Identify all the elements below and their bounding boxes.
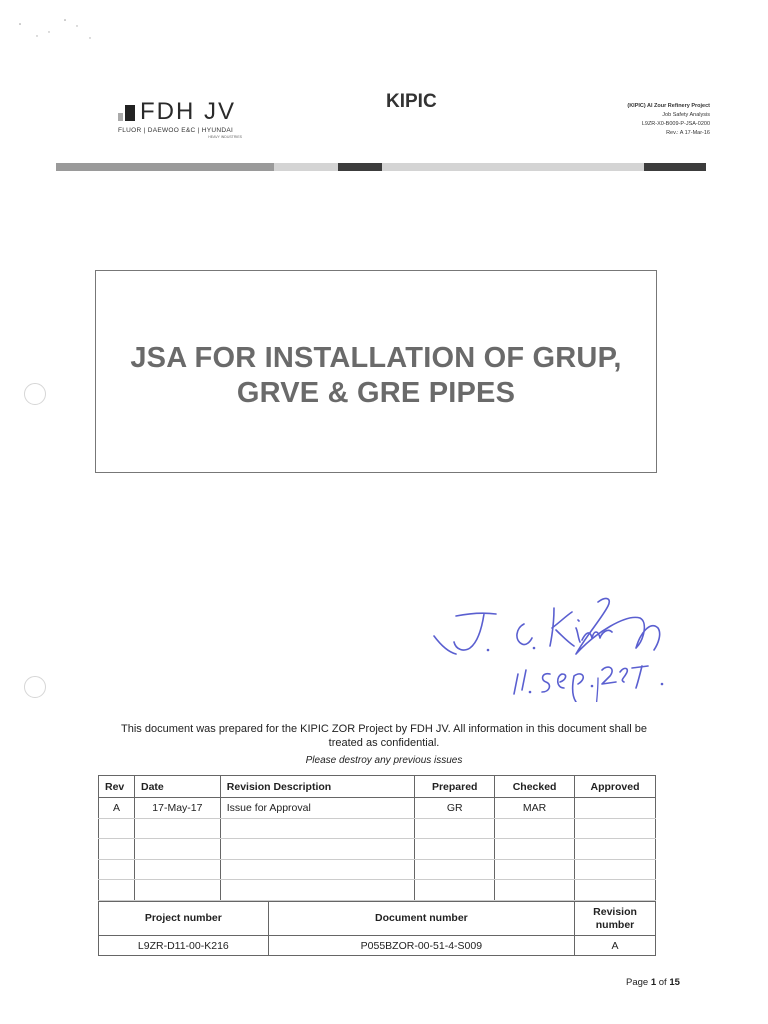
table-row: [99, 798, 656, 819]
logo-subtext: HEAVY INDUSTRIES: [208, 135, 242, 139]
cell-approved: [575, 818, 656, 839]
project-number: L9ZR-D11-00-K216: [99, 936, 269, 956]
cell-approved: [575, 859, 656, 880]
project-name: (KIPIC) Al Zour Refinery Project: [627, 103, 710, 109]
document-value-row: [99, 936, 656, 956]
cell-checked: [495, 859, 575, 880]
page-current: 1: [650, 977, 657, 988]
page-number: [626, 977, 680, 988]
cell-date: [134, 818, 220, 839]
notice-line-2: treated as confidential.: [328, 737, 440, 749]
revision-header-row: [99, 776, 656, 798]
handwritten-signature: [426, 592, 676, 702]
cell-approved: [575, 839, 656, 860]
logo-text: FDH JV: [140, 98, 236, 125]
notice-line-1: This document was prepared for the KIPIC ZOR Project by FDH JV. All information in this document shall be: [121, 723, 647, 735]
band-segment: [382, 163, 644, 171]
revision-number: A: [575, 936, 656, 956]
table-row: [99, 880, 656, 901]
band-segment: [338, 163, 382, 171]
cell-description: Issue for Approval: [220, 798, 414, 819]
band-segment: [56, 163, 274, 171]
cell-checked: [495, 818, 575, 839]
cell-rev: [99, 880, 135, 901]
cell-prepared: GR: [415, 798, 495, 819]
header-prepared: Prepared: [415, 776, 495, 798]
header-project-number: Project number: [99, 902, 269, 936]
cell-checked: MAR: [495, 798, 575, 819]
header-checked: Checked: [495, 776, 575, 798]
page-prefix: Page: [626, 977, 651, 988]
cell-prepared: [415, 880, 495, 901]
punch-hole-top: [24, 383, 46, 405]
cell-description: [220, 859, 414, 880]
title-line-2: GRVE & GRE PIPES: [236, 377, 516, 409]
cell-prepared: [415, 818, 495, 839]
document-header-row: [99, 902, 656, 936]
document-code: L9ZR-X0-B009-P-JSA-0200: [641, 121, 710, 127]
cell-checked: [495, 880, 575, 901]
page-total: 15: [669, 977, 680, 988]
cell-date: [134, 839, 220, 860]
cell-date: [134, 859, 220, 880]
revision-info: Rev.: A 17-Mar-16: [666, 130, 710, 136]
cell-description: [220, 818, 414, 839]
title-line-1: JSA FOR INSTALLATION OF GRUP,: [130, 342, 622, 374]
cell-checked: [495, 839, 575, 860]
revision-table: [98, 775, 656, 901]
header-revision-description: Revision Description: [220, 776, 414, 798]
scan-specks: [15, 14, 105, 44]
logo-partners: FLUOR | DAEWOO E&C | HYUNDAI: [118, 127, 234, 134]
cell-rev: A: [99, 798, 135, 819]
document-number: P055BZOR-00-51-4-S009: [268, 936, 574, 956]
punch-hole-bottom: [24, 676, 46, 698]
header-date: Date: [134, 776, 220, 798]
header-document-number: Document number: [268, 902, 574, 936]
confidentiality-notice: [100, 722, 668, 750]
cell-date: [134, 880, 220, 901]
band-segment: [644, 163, 706, 171]
logo-mark-icon: [118, 103, 136, 121]
cell-approved: [575, 880, 656, 901]
document-title: [96, 341, 656, 411]
cell-rev: [99, 839, 135, 860]
client-name: KIPIC: [386, 91, 437, 112]
cell-description: [220, 839, 414, 860]
company-logo: [118, 100, 246, 139]
band-segment: [274, 163, 338, 171]
destroy-notice: Please destroy any previous issues: [305, 755, 463, 766]
cell-rev: [99, 859, 135, 880]
title-box: [95, 270, 657, 473]
table-row: [99, 818, 656, 839]
header-approved: Approved: [575, 776, 656, 798]
cell-prepared: [415, 859, 495, 880]
document-type: Job Safety Analysis: [662, 112, 710, 118]
header-revision-number: Revision number: [575, 902, 656, 936]
cell-rev: [99, 818, 135, 839]
cell-description: [220, 880, 414, 901]
document-number-table: [98, 901, 656, 956]
cell-date: 17-May-17: [134, 798, 220, 819]
header-rev: Rev: [99, 776, 135, 798]
cell-approved: [575, 798, 656, 819]
page-of: of: [656, 977, 670, 988]
table-row: [99, 839, 656, 860]
cell-prepared: [415, 839, 495, 860]
table-row: [99, 859, 656, 880]
header-info: [580, 102, 710, 138]
header-band: [56, 163, 706, 171]
